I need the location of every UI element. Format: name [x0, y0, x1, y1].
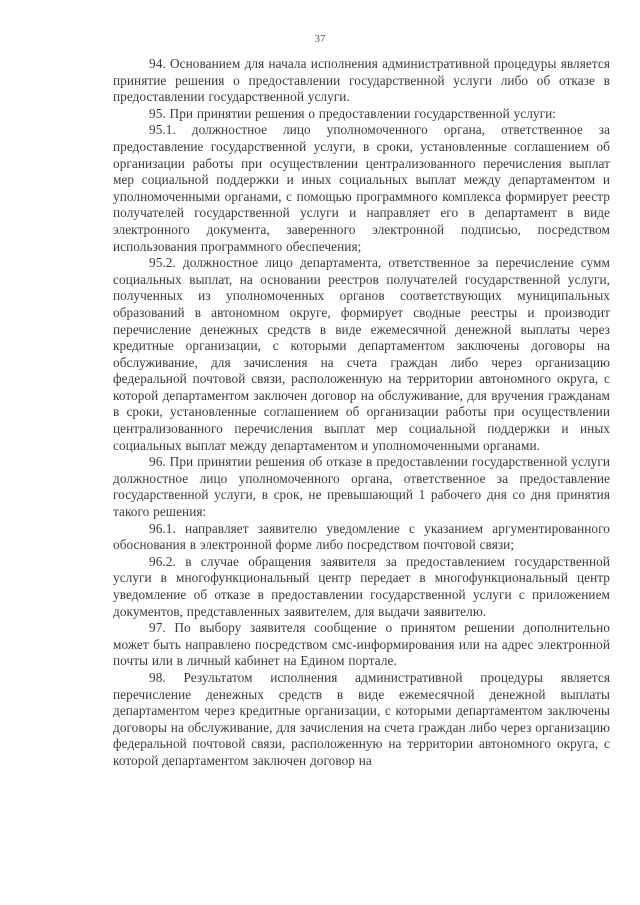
paragraph-95-2: 95.2. должностное лицо департамента, ответственное за перечисление сумм социальных выплат, на основании реестров получателей государственной услуги, полученных из уполномоченных органов соответствующих муниципальных образований в автономном округе, формирует сводные реестры и производит перечисление денежных средств в виде ежемесячной денежной выплаты через кредитные организации, с которыми департаментом заключены договоры на обслуживание, для зачисления на счета граждан либо через организацию федеральной почтовой связи, расположенную на территории автономного округа, с которой департаментом заключен договор на обслуживание, для вручения гражданам в сроки, установленные соглашением об организации работы при осуществлении централизованного перечисления выплат мер социальной поддержки и иных социальных выплат между департаментом и уполномоченными органами.	[113, 255, 610, 453]
paragraph-98: 98. Результатом исполнения административной процедуры является перечисление денежных средств в виде ежемесячной денежной выплаты департаментом через кредитные организации, с которыми департаментом заключены договоры на обслуживание, для зачисления на счета граждан либо через организацию федеральной почтовой связи, расположенную на территории автономного округа, с которой департаментом заключен договор на	[113, 669, 610, 768]
page-number: 37	[314, 33, 326, 45]
paragraph-96-2: 96.2. в случае обращения заявителя за предоставлением государственной услуги в многофункциональный центр передает в многофункциональный центр уведомление об отказе в предоставлении государственной услуги с приложением документов, представленных заявителем, для выдачи заявителю.	[113, 553, 610, 619]
paragraph-97: 97. По выбору заявителя сообщение о принятом решении дополнительно может быть направлено посредством смс-информирования или на адрес электронной почты или в личный кабинет на Едином портале.	[113, 620, 610, 669]
paragraph-94: 94. Основанием для начала исполнения административной процедуры является принятие решения о предоставлении государственной услуги либо об отказе в предоставлении государственной услуги.	[113, 56, 610, 105]
paragraph-96-1: 96.1. направляет заявителю уведомление с указанием аргументированного обоснования в электронной форме либо посредством почтовой связи;	[113, 520, 610, 553]
document-body	[113, 56, 610, 770]
paragraph-95: 95. При принятии решения о предоставлении государственной услуги:	[149, 105, 557, 121]
paragraph-95-1: 95.1. должностное лицо уполномоченного органа, ответственное за предоставление государственной услуги, в сроки, установленные соглашением об организации работы при осуществлении централизованного перечисления выплат мер социальной поддержки и иных социальных выплат между департаментом и уполномоченными органами, с помощью программного комплекса формирует реестр получателей государственной услуги и направляет его в департамент в виде электронного документа, заверенного электронной подписью, посредством использования программного обеспечения;	[113, 122, 610, 254]
paragraph-96: 96. При принятии решения об отказе в предоставлении государственной услуги должностное лицо уполномоченного органа, ответственное за предоставление государственной услуги, в срок, не превышающий 1 рабочего дня со дня принятия такого решения:	[113, 454, 610, 520]
